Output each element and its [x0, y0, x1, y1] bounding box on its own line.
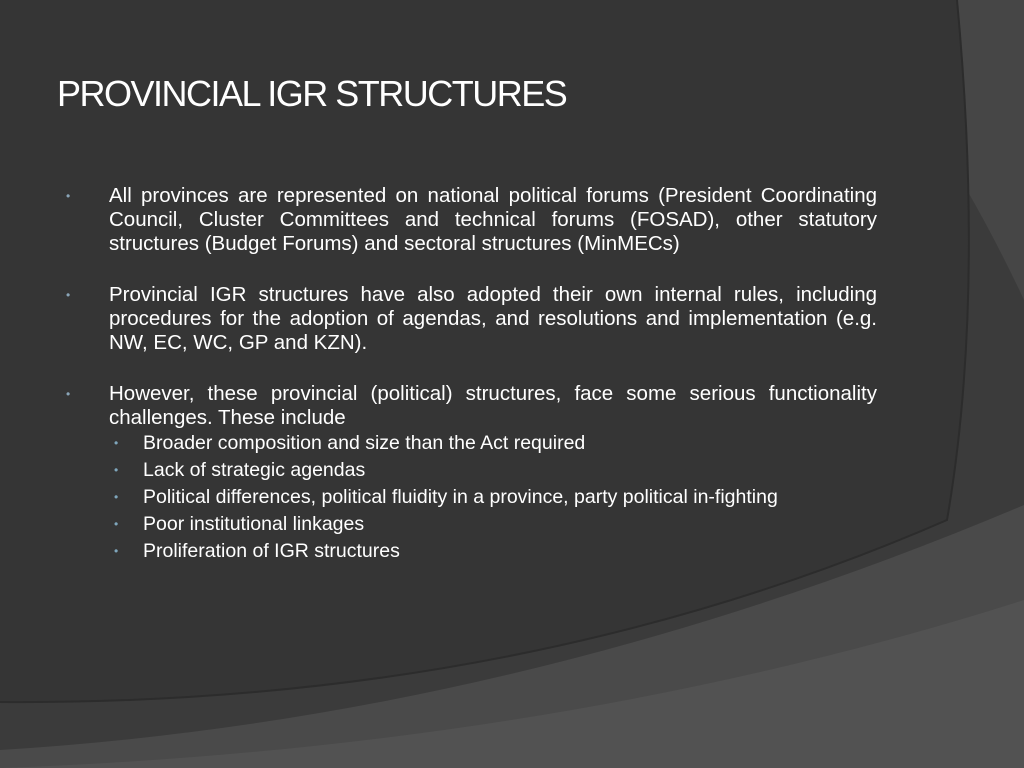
- sub-bullet-item: [109, 432, 877, 454]
- bullet-icon: •: [66, 189, 71, 203]
- bullet-body: [109, 382, 877, 567]
- bullet-list: [66, 184, 877, 594]
- sub-bullet-text: Political differences, political fluidity in a province, party political in-fighting: [143, 486, 778, 508]
- sub-bullet-icon: •: [114, 463, 119, 477]
- bullet-text: However, these provincial (political) structures, face some serious functionality challenges. These include: [109, 382, 877, 429]
- sub-bullet-text: Lack of strategic agendas: [143, 459, 366, 481]
- bullet-text: All provinces are represented on national political forums (President Coordinating Council, Cluster Committees and technical forums (FOSAD), other statutory structures (Budget Forums) and sectoral structures (MinMECs): [109, 184, 877, 255]
- bullet-body: [109, 283, 877, 355]
- bullet-icon: •: [66, 288, 71, 302]
- bullet-item: [66, 184, 877, 256]
- sub-bullet-icon: •: [114, 436, 119, 450]
- bullet-icon: •: [66, 387, 71, 401]
- sub-bullet-list: [109, 432, 877, 562]
- bullet-item: [66, 382, 877, 567]
- sub-bullet-text: Broader composition and size than the Act required: [143, 432, 586, 454]
- sub-bullet-icon: •: [114, 517, 119, 531]
- bullet-text: Provincial IGR structures have also adopted their own internal rules, including procedures for the adoption of agendas, and resolutions and implementation (e.g. NW, EC, WC, GP and KZN).: [109, 283, 877, 354]
- bullet-item: [66, 283, 877, 355]
- sub-bullet-text: Proliferation of IGR structures: [143, 540, 400, 562]
- slide-title: PROVINCIAL IGR STRUCTURES: [57, 73, 567, 114]
- sub-bullet-icon: •: [114, 544, 119, 558]
- bullet-body: [109, 184, 877, 256]
- sub-bullet-text: Poor institutional linkages: [143, 513, 365, 535]
- sub-bullet-item: [109, 486, 877, 508]
- sub-bullet-item: [109, 540, 877, 562]
- sub-bullet-item: [109, 513, 877, 535]
- sub-bullet-item: [109, 459, 877, 481]
- sub-bullet-icon: •: [114, 490, 119, 504]
